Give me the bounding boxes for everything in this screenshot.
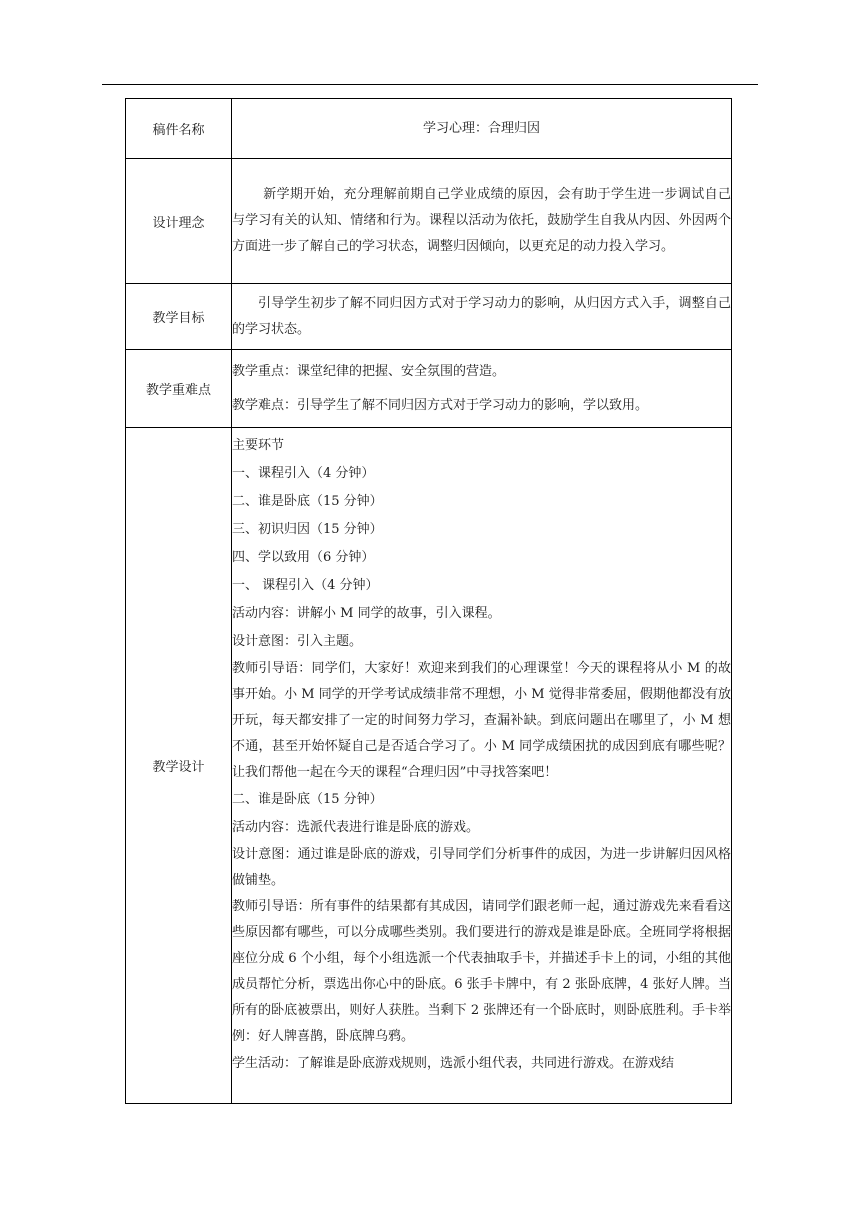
design-item: 一、 课程引入（4 分钟） xyxy=(232,578,379,593)
design-item: 教师引导语：同学们，大家好！欢迎来到我们的心理课堂！今天的课程将从小 M 的故事开始。小 M 同学的开学考试成绩非常不理想，小 M 觉得非常委屈，假期他都没有放开玩，每天都安排了一定的时间努力学习，查漏补缺。到底问题出在哪里了，小 M 想不通，甚至开始怀疑自己是否适合学习了。小 M 同学成绩困扰的成因到底有哪些呢？让我们帮他一起在今天的课程“合理归因”中寻找答案吧！ xyxy=(232,661,731,780)
cell-key xyxy=(232,350,732,428)
value-title: 学习心理：合理归因 xyxy=(232,99,732,159)
label-key: 教学重难点 xyxy=(126,350,232,428)
design-item: 主要环节 xyxy=(232,438,285,453)
text-goal: 引导学生初步了解不同归因方式对于学习动力的影响，从归因方式入手，调整自己的学习状态。 xyxy=(232,295,731,337)
design-item: 设计意图：通过谁是卧底的游戏，引导同学们分析事件的成因，为进一步讲解归因风格做铺垫。 xyxy=(232,847,731,888)
design-item: 三、初识归因（15 分钟） xyxy=(232,522,383,537)
header-rule xyxy=(102,84,758,85)
label-concept: 设计理念 xyxy=(126,159,232,284)
label-title: 稿件名称 xyxy=(126,99,232,159)
cell-design xyxy=(232,428,732,1104)
design-item: 活动内容：讲解小 M 同学的故事，引入课程。 xyxy=(232,606,501,621)
label-goal: 教学目标 xyxy=(126,284,232,350)
cell-concept xyxy=(232,159,732,284)
text-key-point: 教学重点：课堂纪律的把握、安全氛围的营造。 xyxy=(232,363,506,379)
text-key-difficulty: 教学难点：引导学生了解不同归因方式对于学习动力的影响，学以致用。 xyxy=(232,397,649,413)
row-title xyxy=(126,99,732,159)
label-design: 教学设计 xyxy=(126,428,232,1104)
row-key xyxy=(126,350,732,428)
lesson-plan-table xyxy=(125,98,732,1104)
row-goal xyxy=(126,284,732,350)
design-item: 一、课程引入（4 分钟） xyxy=(232,466,375,481)
text-concept: 新学期开始，充分理解前期自己学业成绩的原因，会有助于学生进一步调试自己与学习有关的认知、情绪和行为。课程以活动为依托，鼓励学生自我从内因、外因两个方面进一步了解自己的学习状态，调整归因倾向，以更充足的动力投入学习。 xyxy=(232,187,731,254)
design-item: 学生活动：了解谁是卧底游戏规则，选派小组代表，共同进行游戏。在游戏结 xyxy=(232,1056,675,1071)
row-concept xyxy=(126,159,732,284)
design-item: 设计意图：引入主题。 xyxy=(232,634,363,649)
design-item: 四、学以致用（6 分钟） xyxy=(232,550,375,565)
cell-goal xyxy=(232,284,732,350)
row-design xyxy=(126,428,732,1104)
design-item: 二、谁是卧底（15 分钟） xyxy=(232,792,383,807)
design-item: 教师引导语：所有事件的结果都有其成因，请同学们跟老师一起，通过游戏先来看看这些原因都有哪些，可以分成哪些类别。我们要进行的游戏是谁是卧底。全班同学将根据座位分成 6 个小组，每个小组选派一个代表抽取手卡，并描述手卡上的词，小组的其他成员帮忙分析，票选出你心中的卧底。6 张手卡牌中，有 2 张卧底牌，4 张好人牌。当所有的卧底被票出，则好人获胜。当剩下 2 张牌还有一个卧底时，则卧底胜利。手卡举例：好人牌喜鹊，卧底牌乌鸦。 xyxy=(232,899,731,1044)
design-item: 二、谁是卧底（15 分钟） xyxy=(232,494,383,509)
design-item: 活动内容：选派代表进行谁是卧底的游戏。 xyxy=(232,820,480,835)
